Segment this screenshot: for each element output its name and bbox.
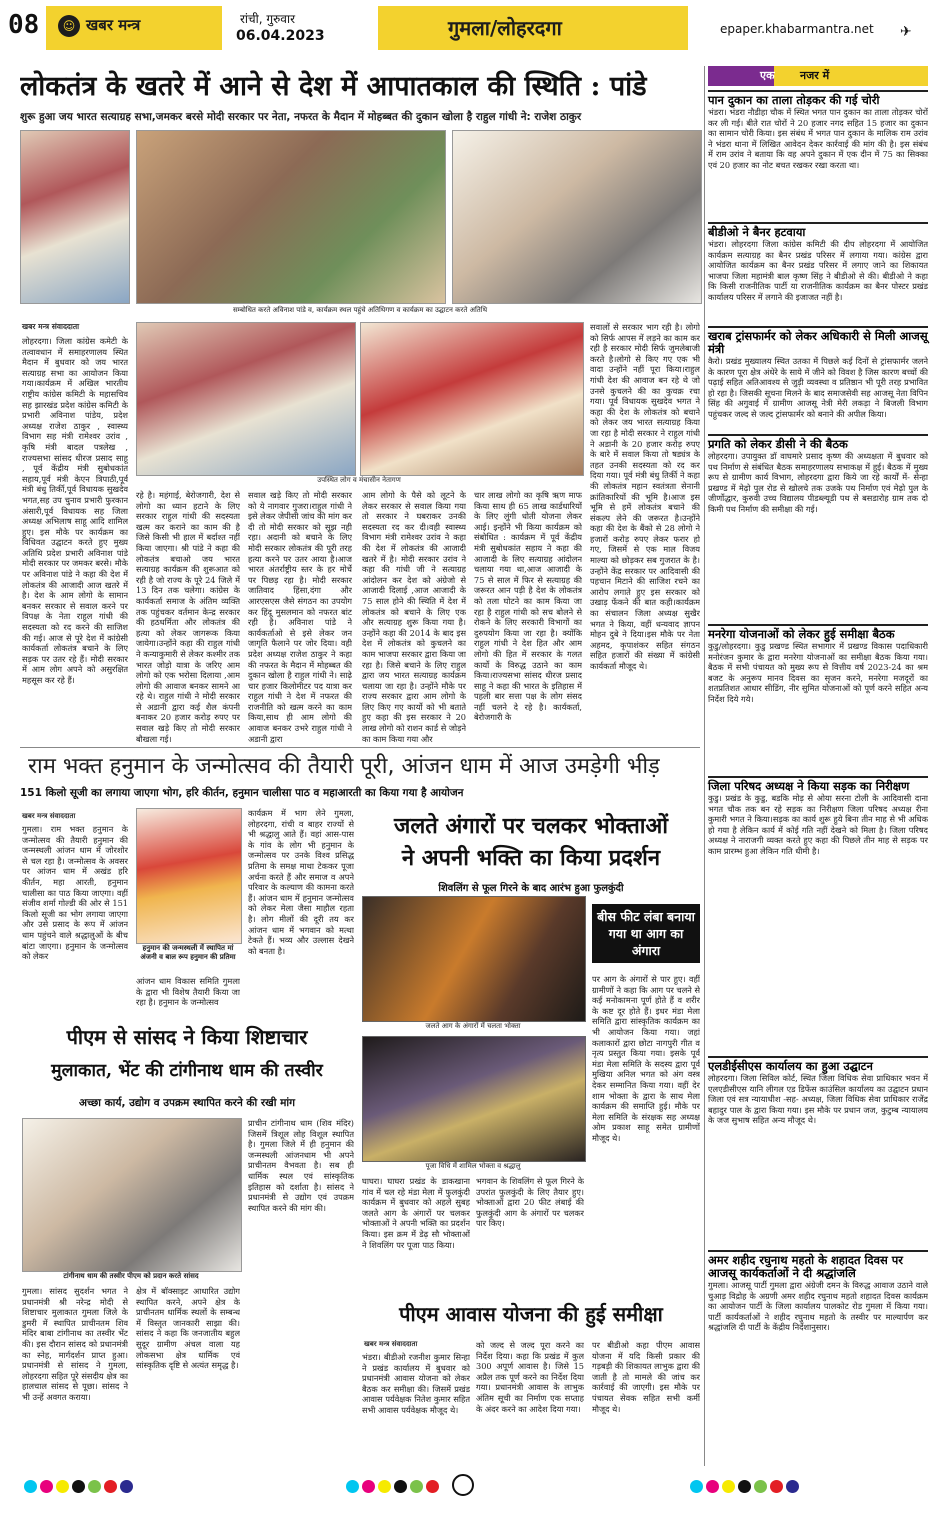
brief-text: लोहरदगा। जिला सिविल कोर्ट, स्थित जिला विधिक सेवा प्राधिकार भवन में एलएडीसीएस यानि लीगल एड डिफेंस काउंसिल कार्यालय का उद्घाटन प्रधान जिला एवं सत्र न्यायाधीश -सह- अध्यक्ष, जिला विधिक सेवा प्राधिकार राजेंद्र बहादुर पाल के द्वारा किया गया। इस मौके पर प्रधान जज, कुटुम्ब न्यायालय के जज सुभाष सहित अन्य मौजूद थे। <box>708 1073 928 1126</box>
registration-crosshair-icon <box>452 1474 474 1496</box>
brief-title: जिला परिषद अध्यक्ष ने किया सड़क का निरीक्षण <box>708 776 928 793</box>
brief-title: बीडीओ ने बैनर हटवाया <box>708 222 928 239</box>
fire-box-text: पर आग के अंगारों से पार हुए। वहीं ग्रामीणों ने कहा कि आग पर चलने से कई मनोकामना पूर्ण होते हैं व शरीर के कष्ट दूर होते हैं। इधर मंडा मेला समिति द्वारा सांस्कृतिक कार्यक्रम का भी आयोजन किया गया। जहां कलाकारों द्वारा छोटा नागपुरी गीत व नृत्य प्रस्तुत किया गया। इसके पूर्व मंडा मेला समिति के सदस्य द्वारा पूर्व मुखिया अनिल भगत को अंग वस्त्र देकर सम्मानित किया गया। वहीं देर शाम भोक्ता के द्वारा के साथ मेला कार्यक्रम की समाप्ति हुई। मौके पर मेला समिति के संरक्षक सह अध्यक्ष ओम प्रकाश साहू समेत ग्रामीणों मौजूद थे। <box>592 974 700 1143</box>
lead-column-1: लोहरदगा। जिला कांग्रेस कमेटी के तत्वावधान में समाहरणालय स्थित मैदान में बुधवार को जय भारत सत्याग्रह सभा का आयोजन किया गया।कार्यक्रम में अखिल भारतीय राष्ट्रीय कांग्रेस कमिटी के महासचिव सह झारखंड प्रदेश कांग्रेस कमिटी के प्रभारी अविनाश पांडेय, प्रदेश अध्यक्ष राजेश ठाकुर , स्वास्थ्य विभाग सह मंत्री रामेश्वर उरांव , कृषि मंत्री बादल पत्रलेख , राज्यसभा सांसद धीरज प्रसाद साहू , पूर्व केंद्रीय मंत्री सुबोधकांत सहाय,पूर्व मंत्री केएन त्रिपाठी,पूर्व मंत्री बंधु तिर्की,पूर्व विधायक सुखदेव भगत,सह उप चुनाव प्रभारी फुरकान अंसारी,पूर्व विधायक सह जिला अध्यक्ष अभिलाष साहू आदि शामिल हुए। इस मौके पर कार्यक्रम का विधिवत उद्घाटन करते हुए मुख्य अतिथि प्रदेश प्रभारी अविनाश पांडे मोदी सरकार पर जमकर बरसे। मौके पर अविनाश पांडे ने कहा की देश में लोकतंत्र की आजादी आज खतरे में है। देश के आम लोगो के सामान बनकर सरकार से सवाल करने पर विपक्ष के नेता राहुल गांधी की सदस्यता को रद करने की साजिश की गई। आज से पूरे देश में कांग्रेसी कार्यकर्ता लोकतंत्र बचाने के लिए सड़क पर उतर रहे हैं। मोदी सरकार में आम लोग अपने को असुरक्षित महसूस कर रहे हैं। <box>22 336 128 685</box>
awas-column-3: पर बीडीओ कहा पीएम आवास योजना में यदि किसी प्रकार की गड़बड़ी की शिकायत लाभुक द्वारा की जाती है तो मामले की जांच कर कार्रवाई की जाएगी। इस मौके पर पंचायत सेवक सहित सभी कर्मी मौजूद थे। <box>592 1340 700 1414</box>
epaper-link[interactable]: epaper.khabarmantra.net <box>720 22 874 36</box>
brief-title: पान दुकान का ताला तोड़कर की गई चोरी <box>708 90 928 107</box>
print-registration-marks-left <box>24 1478 136 1497</box>
lead-column-6: सवालों से सरकार भाग रही है। लोगो को सिर्फ आपस में लड़ने का काम कर रही है सरकार मोदी सिर्फ जुमलेबाजी करते है।लोगो से किए गए एक भी वादा उन्होंने नहीं पूरा किया।राहुल गांधी देश की आवाज बन रहे थे जो उनसे कुचलने की का कुचक्र रचा गया। पूर्व विधायक सुखदेव भगत ने कहा की देश के लोकतंत्र को बचाने को लेकर जय भारत सत्याग्रह किया जा रहा है मोदी सरकार ने राहुल गांधी ने अडानी के 20 हजार करोड़ रुपए के बारे में सवाल किया तो षड्यंत्र के तहत उनकी सदस्यता को रद कर दिया गया। पूर्व मंत्री बंधु तिर्की ने कहा की लोकतंत्र महान स्वतंत्रता सेनानी क्रांतिकारियों की भूमि है।आज इस भूमि से हमें लोकतंत्र बचाने की संकल्प लेने की जरूरत है।उन्होंने कहा की देश के बैंको से 28 लोगो ने हजारों करोड़ रुपए लेकर फरार हो गए, जिसमें से एक माल विजय माल्या को छोड़कर सब गुजरात के है।उन्होंने केंद्र सरकार पर आदिवासी की पहचान मिटाने की साजिश रचने का आरोप लगाते हुए इस सरकार को उखाड़ फेंकने की बात कही।कार्यक्रम का संचालन जिला अध्यक्ष सुखैर भगत ने किया, वहीं धन्यवाद ज्ञापन मोहन दुबे ने दिया।इस मौके पर नेता अहमद, कृपाशंकर सहित संगठन सहित हजारों की संख्या में कांग्रेसी कार्यकर्ता मौजूद थे। <box>590 322 700 671</box>
lead-photo-stage <box>360 322 584 476</box>
hanuman-photo-caption: हनुमान की जन्मस्थली में स्थापित मां अंजनी व बाल रूप हनुमान की प्रतिमा <box>140 944 236 961</box>
brief-1 <box>708 90 928 205</box>
brief-title: एलडीईसीएस कार्यालय का हुआ उद्घाटन <box>708 1056 928 1073</box>
lead-photo-inauguration <box>452 130 702 304</box>
brief-text: कुडु/लोहरदगा। कुडु प्रखण्ड स्थित सभागार में प्रखण्ड विकास पदाधिकारी मनोरंजन कुमार के द्वारा मनरेगा योजनाओं का समीक्षा बैठक किया गया। बैठक में सभी पंचायत को मुख्य रूप से वित्तीय वर्ष 2023-24 का श्रम बजट के अनुरूप मानव दिवस का सृजन करने, मनरेगा मजदूरों का शतप्रतिशत आधार सीडिंग, नीर सुमित योजनाओं को पूर्ण करने सहित अन्य निर्देश दिये गये। <box>708 641 928 704</box>
brief-text: कुडु। प्रखंड के कुडु, बडकि मोड़ से ओया सरना टोली के आदिवासी दाना भगत चौक तक बन रहे सड़क का निरीक्षण जिला परिषद अध्यक्ष रीना कुमारी भगत ने किया।सड़क का कार्य शुरू हुये बिना तीन माह से भी अधिक हो गया है लेकिन कार्य में कोई गति नहीं देखने को मिला है। जिला परिषद अध्यक्ष ने नाराजगी व्यक्त करते हुए कहा की पिछले तीन माह से सड़क पर काम प्रारम्भ हुआ लेकिन गति धीमी है। <box>708 793 928 856</box>
fire-photo-puja <box>362 1036 586 1162</box>
brief-title: प्रगति को लेकर डीसी ने की बैठक <box>708 434 928 451</box>
fire-photo-caption-1: जलते आग के अंगारों में चलता भोक्ता <box>425 1022 521 1030</box>
brief-text: लोहरदगा। उपायुक्त डॉ वाघमारे प्रसाद कृष्ण की अध्यक्षता में बुधवार को पथ निर्माण से संबंधित बैठक समाहरणालय सभाकक्ष में हुई। बैठक में मुख्य रूप से ग्रामीण कार्य विभाग, लोहरदगा द्वारा किये जा रहे कार्यों में- सेन्हा प्रखण्ड में मेढ़ो पुल रोड से खोलचे तक उजके पथ निर्माण एवं मेढ़ो पुल के जीर्णोद्धार, कुरुवी उच्च विद्यालय पीडब्ल्यूडी पथ से बसडारोह ग्राम तक दो किमी पथ निर्माण की समीक्षा की गई। <box>708 451 928 514</box>
masthead <box>0 0 945 64</box>
brief-4 <box>708 434 928 611</box>
fire-subhead: शिवलिंग से फूल गिरने के बाद आरंभ हुआ फुलकुंदी <box>438 883 624 894</box>
section-name: गुमला/लोहरदगा <box>448 16 562 40</box>
lead-column-4: आम लोगो के पैसे को लूटने के लेकर सरकार से सवाल किया गया तो सरकार ने घबराकर उनकी सदस्यता रद कर दी।वही स्वास्थ्य विभाग मंत्री रामेश्वर उरांव ने कहा की देश में लोकतंत्र की आजादी खतरे में है। मोदी सरकार उरांव ने कहा की गांधी जी ने सत्याग्रह आंदोलन कर देश को अंग्रेजो से आजादी दिलाई ,आज आजादी के 75 साल होने की स्थिति में देश में लोकतंत्र को बचाने के लिए एक और सत्याग्रह शुरू किया गया है। उन्होंने कहा की 2014 के बाद इस देश में लोकतंत्र को कुचलने का काम भाजपा सरकार द्वारा किया जा रहा है। जिसे बचाने के लिए राहुल द्वारा जय भारत सत्याग्रह कार्यक्रम चलाया जा रहा है। उन्होंने मौके पर राज्य सरकार द्वारा आम लोगो के लिए किए गए कार्यो को भी बताते हुए कहा की इस सरकार ने 20 लाख लोगो को राशन कार्ड से जोड़ने का काम किया गया और <box>362 490 466 744</box>
hanuman-column-2: आंजन धाम विकास समिति गुमला के द्वारा भी विशेष तैयारी किया जा रहा है। हनुमान के जन्मोत्सव <box>136 976 240 1008</box>
brief-7 <box>708 1056 928 1249</box>
lead-headline: लोकतंत्र के खतरे में आने से देश में आपातकाल की स्थिति : पांडे <box>20 71 647 102</box>
brief-text: गुमला। आजसू पार्टी गुमला द्वारा अंग्रेजी दमन के विरुद्ध आवाज उठाने वाले चुआड़ विद्रोह के अग्रणी अमर शहीद रघुनाथ महतो शहादत दिवस कार्यक्रम का आयोजन पार्टी के जिला कार्यालय पालकोट रोड गुमला में किया गया। पार्टी कार्यकर्ताओं ने शहीद रघुनाथ महतो के तस्वीर पर माल्यार्पण कर श्रद्धांजलि दी पार्टी के केंद्रीय निर्देशानुसार। <box>708 1280 928 1333</box>
print-registration-marks-right <box>690 1478 802 1497</box>
fire-headline-1: जलते अंगारों पर चलकर भोक्ताओं <box>394 813 668 839</box>
mp-column-1: गुमला। सांसद सुदर्शन भगत ने प्रधानमंत्री श्री नरेन्द्र मोदी से शिष्टाचार मुलाकात गुमला जिले के डुमरी में स्थापित प्राचीनतम शिव मंदिर बाबा टांगीनाथ का तस्वीर भेंट की। इस दौरान सांसद को प्रधानमंत्री का स्नेह, मार्गदर्शन प्राप्त हुआ। प्रधानमंत्री से सांसद ने गुमला, लोहरदगा सहित पूरे संसदीय क्षेत्र का हालचाल सांसद से पूछा। सांसद ने भी उन्हें अवगत कराया। <box>22 1286 128 1402</box>
hanuman-idol-photo <box>136 808 242 944</box>
lead-byline: खबर मन्त्र संवाददाता <box>22 322 80 331</box>
fire-photo-caption-2: पूजा विधि में शामिल भोक्ता व श्रद्धालु <box>425 1162 521 1170</box>
fire-box-headline: बीस फीट लंबा बनाया गया था आग का अंगारा <box>592 904 700 963</box>
lead-column-2: रहे है। महंगाई, बेरोजगारी, देश से लोगो का ध्यान हटाने के लिए सरकार राहुल गांधी की सदस्यता खत्म कर कराने का काम की है जिसे किसी भी हाल में बर्दाश्त नहीं किया जाएगा। श्री पांडे ने कहा की लोकतंत्र बचाओ जय भारत सत्याग्रह कार्यक्रम की शुरूआत को रही है जो राज्य के पूरे 24 जिले में 13 दिन तक चलेगा। कांग्रेस के कार्यकर्ता समाज के अंतिम व्यक्ति तक पहुंचकर वर्तमान केन्द्र सरकार की हठधर्मिता और लोकतंत्र की हत्या को लेकर जागरूक किया जायेगा।उन्होंने कहा की राहुल गांधी ने कन्याकुमारी से लेकर कश्मीर तक भारत जोड़ो यात्रा के जरिए आम लोगो को एक भरोसा दिलाया ,आम लोगो की आवाज बनकर सामने आ रहे थे। राहुल गांधी ने मोदी सरकार से अडानी द्वारा कई शैल कंपनी बनाकर 20 हजार करोड़ रुपए पर सवाल खड़े किए तो मोदी सरकार बौखला गई। <box>136 490 240 744</box>
column-divider <box>704 66 705 1466</box>
ek-nazar-label-1: एक <box>760 69 775 82</box>
lead-photo-caption-2: उपस्थित लोग व मंचासीन नेतागण <box>317 476 401 484</box>
mp-photo-caption: टांगीनाथ धाम की तस्वीर पीएम को प्रदान करते सांसद <box>63 1272 199 1280</box>
lead-photo-caption-1: सम्बोधित करते अविनाश पांडे व, कार्यक्रम स्थल पहुंचे अतिथिगण व कार्यक्रम का उद्घाटन करते अतिथि <box>232 306 488 314</box>
hanuman-column-1: गुमला। राम भक्त हनुमान के जन्मोत्सव की तैयारी हनुमान की जन्मस्थली आंजन धाम में जोरशोर से चल रहा है। जन्मोत्सव के अवसर पर आंजन धाम में अखंड हरि कीर्तन, महा आरती, हनुमान चालीसा का पाठ किया जाएगा। वहीं संजीव शर्मा गोल्डी की ओर से 151 किलो सूजी का भोग लगाया जाएगा और उसे प्रसाद के रूप में आंजन धाम पहुंचने वाले श्रद्धालुओं के बीच बांटा जाएगा। हनुमान के जन्मोत्सव को लेकर <box>22 824 128 962</box>
hanuman-subhead: 151 किलो सूजी का लगाया जाएगा भोग, हरि कीर्तन, हनुमान चालीसा पाठ व महाआरती का किया गया है आयोजन <box>20 787 464 799</box>
hanuman-column-3: कार्यक्रम में भाग लेने गुमला, लोहरदगा, रांची व बाहर राज्यों से भी श्रद्धालु आते हैं। वहां आस-पास के गांव के लोग भी हनुमान के जन्मोत्सव पर उनके विश्व प्रसिद्ध प्रतिमा के समक्ष माथा टेककर पूजा अर्चना करते हैं और समाज व अपने परिवार के कल्याण की कामना करते हैं। आंजन धाम में हनुमान जन्मोत्सव को लेकर मेला जैसा माहौल रहता है। लोग मीलों की दूरी तय कर आंजन धाम में भगवान को मत्था टेकते हैं। भव्य और उल्लास देखने को बनता है। <box>248 808 354 956</box>
brief-2 <box>708 222 928 321</box>
brief-title: खराब ट्रांसफार्मर को लेकर अधिकारी से मिली आजसू मंत्री <box>708 326 928 356</box>
city-day: रांची, गुरुवार <box>240 12 295 26</box>
lead-photo-leaders-walk <box>136 130 446 304</box>
brief-text: भंडरा। भंडरा नौडीहा चौक में स्थित भगत पान दुकान का ताला तोड़कर चोरों कर ली गई। बीते रात चोरों ने 20 हजार नगद सहित 15 हजार का दुकान का सामान चोरी किया। इस संबंध में भगत पान दुकान के मालिक राम उरांव ने भंडरा थाना में लिखित आवेदन देकर कार्रवाई की मांग की है। इस संबंध में राम उरांव ने बताया कि वह अपने दुकान में एक दीन में 75 का सिक्का एवं 20 हजार का नोट बचत रखकर रखा करता था। <box>708 107 928 170</box>
lead-column-3: सवाल खड़े किए तो मोदी सरकार को ये नागवार गुजरा।राहुल गांधी ने इसे लेकर जेपीसी जांच की मांग कर दी तो मोदी सरकार को सूझ नही रहा। अदानी को बचाने के लिए मोदी सरकार लोकतंत्र की पूरी तरह हत्या करने पर उतर आया है।आज भारत अंतर्राष्ट्रीय स्तर के हर मोर्चे पर पिछड़ रहा है। मोदी सरकार जातिवाद हिंसा,दंगा और आरएसएस जैसे संगठन का उपयोग कर हिंदू मुसलमान को नफरत बांट रही है। अविनाश पांडे ने कार्यकर्ताओ से इसे लेकर जन जागृति फैलाने पर जोर दिया। वही प्रदेश अध्यक्ष राजेश ठाकुर ने कहा की नफरत के मैदान में मोहब्बत की दुकान खोला है राहुल गांधी ने। साढ़े चार हजार किलोमीटर पद यात्रा कर राहुल गांधी ने देश में नफरत की राजनीति को खत्म करने का काम किया,साथ ही आम लोगो की आवाज बनकर उभरे राहुल गांधी ने अडानी द्वारा <box>248 490 352 744</box>
brief-text: भंडरा। लोहरदगा जिला कांग्रेस कमिटी की दीप लोहरदगा में आयोजित कार्यक्रम सत्याग्रह का बैनर प्रखंड परिसर में लगाया गया। कांग्रेस द्वारा आयोजित कार्यक्रम का बैनर प्रखंड परिसर में लगाए जाने का शिकायत भाजपा जिला महामंत्री बाल कृष्ण सिंह ने बीडीओ से की। बीडीओ ने कहा कि किसी राजनीतिक पार्टी या राजनीतिक कार्यक्रम का बैनर पोस्टर प्रखंड कार्यालय परिसर में लगाने की इजाजत नहीं है। <box>708 239 928 302</box>
brief-8 <box>708 1250 928 1460</box>
lead-column-5: चार लाख लोगो का कृषि ऋण माफ किया साथ ही 65 लाख कार्डधारियों के लिए लुंगी धोती योजना लेकर आई। इन्होंने भी किया कार्यक्रम को संबोधित : कार्यक्रम में पूर्व केंद्रीय मंत्री सुबोधकांत सहाय ने कहा की आजादी के लिए सत्याग्रह आंदोलन चलाया गया था,आज आजादी के 75 से साल में फिर से सत्याग्रह की जरूरत आन पड़ी है देश के लोकतंत्र को तला घोटने का काम किया जा रहा है राहुल गांधी को सच बोलने से रोकने के लिए सरकारी विभागों का दुरुपयोग किया जा रहा है। क्योंकि राहुल गांधी ने देश हित और आम लोगो की हित में सरकार के गलत कार्यो के विरुद्ध उठाने का काम किया।राज्यसभा सांसद धीरज प्रसाद साहू ने कहा की भारत के इतिहास में पहली बार सत्ता पक्ष के लोग संसद नहीं चलने दे रहे है। कार्यकर्ता, बेरोजगारी के <box>474 490 582 723</box>
lead-subhead: शुरू हुआ जय भारत सत्याग्रह सभा,जमकर बरसे मोदी सरकार पर नेता, नफरत के मैदान में मोहब्बत की दुकान खोला है राहुल गांधी ने: राजेश ठाकुर <box>20 111 582 123</box>
page-number: 08 <box>8 10 40 40</box>
brief-title: मनरेगा योजनाओं को लेकर हुई समीक्षा बैठक <box>708 624 928 641</box>
brand-name: खबर मन्त्र <box>86 16 141 34</box>
brief-3 <box>708 326 928 444</box>
hanuman-headline: राम भक्त हनुमान के जन्मोत्सव की तैयारी पूरी, आंजन धाम में आज उमड़ेगी भीड़ <box>28 754 660 779</box>
brief-6 <box>708 776 928 1051</box>
brief-text: कैरो। प्रखंड मुख्यालय स्थित उतका में पिछले कई दिनों से ट्रांसफार्मर जलने के कारण पूरा क्षेत्र अंधेरे के साये में जीने को विवश है जिस कारण बच्चों की पढ़ाई सहित अतिआवश्य से जुड़ी व्यवस्था व प्रतिष्ठान भी पूरी तरह प्रभावित हो रहा है। जिसकी सूचना मिलने के बाद समाजसेवी सह आजसू नेता विपिन सिंह की अगुवाई में ग्रामीण आजसू नेत्री मेरी लकड़ा ने बिजली विभाग पहुंचकर जल्द से जल्द ट्रांसफार्मर को बनाने की अपील किया। <box>708 356 928 419</box>
brief-title: अमर शहीद रघुनाथ महतो के शहादत दिवस पर आजसू कार्यकर्ताओं ने दी श्रद्धांजलि <box>708 1250 928 1280</box>
divider <box>20 747 700 748</box>
mp-photo-pm-meeting <box>22 1118 242 1272</box>
fire-headline-2: ने अपनी भक्ति का किया प्रदर्शन <box>401 845 661 871</box>
mp-subhead: अच्छा कार्य, उद्योग व उपक्रम स्थापित करने की रखी मांग <box>78 1097 296 1109</box>
brief-5 <box>708 624 928 771</box>
mp-column-2: क्षेत्र में बॉक्साइट आधारित उद्योग स्थापित करने, अपने क्षेत्र के प्राचीनतम धार्मिक स्थलों के सम्बन्ध में विस्तृत जानकारी साझा की। सांसद ने कहा कि जनजातीय बहुल सुदूर ग्रामीण अंचल वाला यह लोकसभा क्षेत्र धार्मिक एवं सांस्कृतिक दृष्टि से अत्यंत समृद्ध है। <box>136 1286 240 1371</box>
print-registration-marks-center <box>346 1478 442 1497</box>
fire-column-2: भगवान के शिवलिंग से फूल गिरने के उपरांत फुलकुंदी के लिए तैयार हुए। भोक्ताओं द्वारा 20 फीट लंबाई की फुलकुंदी आग के अंगारों पर चलकर पार किए। <box>476 1176 584 1229</box>
issue-date: 06.04.2023 <box>236 28 325 44</box>
awas-column-2: को जल्द से जल्द पूरा करने का निर्देश दिया। कहा कि प्रखंड में कुल 300 अपूर्ण आवास है। जिसे 15 अप्रैल तक पूर्ण करने का निर्देश दिया गया। प्रधानमंत्री आवास के लाभुक अंतिम सूची का निर्माण एक सप्ताह के अंदर करने का आदेश दिया गया। <box>476 1340 584 1414</box>
fire-photo-walk <box>362 896 586 1022</box>
ek-nazar-label-2: नजर में <box>800 69 830 82</box>
awas-column-1: भंडरा। बीडीओ रजनीश कुमार सिन्हा ने प्रखंड कार्यालय में बुधवार को प्रधानमंत्री आवास योजना को लेकर बैठक कर समीक्षा की। जिसमें प्रखंड आवास पर्यवेक्षक नितेश कुमार सहित सभी आवास पर्यवेक्षक मौजूद थे। <box>362 1352 470 1415</box>
awas-byline: खबर मन्त्र संवाददाता <box>364 1340 418 1348</box>
awas-headline: पीएम आवास योजना की हुई समीक्षा <box>399 1302 663 1326</box>
fire-column-1: घाघरा। घाघरा प्रखंड के डाकखाना गांव में चल रहे मंडा मेला में फुलकुंदी कार्यक्रम में बुधवार को अहले सुबह जलते आग के अंगारों पर चलकर भोक्ताओं ने अपनी भक्ति का प्रदर्शन किया। इस क्रम में डेढ़ सौ भोक्ताओं ने शिवलिंग पर पूजा पाठ किया। <box>362 1176 470 1250</box>
brand-logo-icon: ☺ <box>58 15 80 37</box>
lead-photo-speaker <box>20 130 130 304</box>
mp-headline-1: पीएम से सांसद ने किया शिष्टाचार <box>66 1025 308 1049</box>
pointer-icon: ✈ <box>900 24 912 40</box>
mp-column-3: प्राचीन टांगीनाथ धाम (शिव मंदिर) जिसमें त्रिशूल लोह विशूल स्थापित है। गुमला जिले में ही हनुमान की जन्मस्थली आंजनधाम भी अपने प्राचीनतम वैभवता है। सब ही धार्मिक स्थल एवं सांस्कृतिक इतिहास को दर्शाता है। सांसद ने प्रधानमंत्री से उद्योग एवं उपक्रम स्थापित करने की मांग की। <box>248 1118 354 1213</box>
lead-photo-audience <box>136 322 356 476</box>
mp-headline-2: मुलाकात, भेंट की टांगीनाथ धाम की तस्वीर <box>51 1061 323 1081</box>
hanuman-byline: खबर मन्त्र संवाददाता <box>22 812 76 820</box>
